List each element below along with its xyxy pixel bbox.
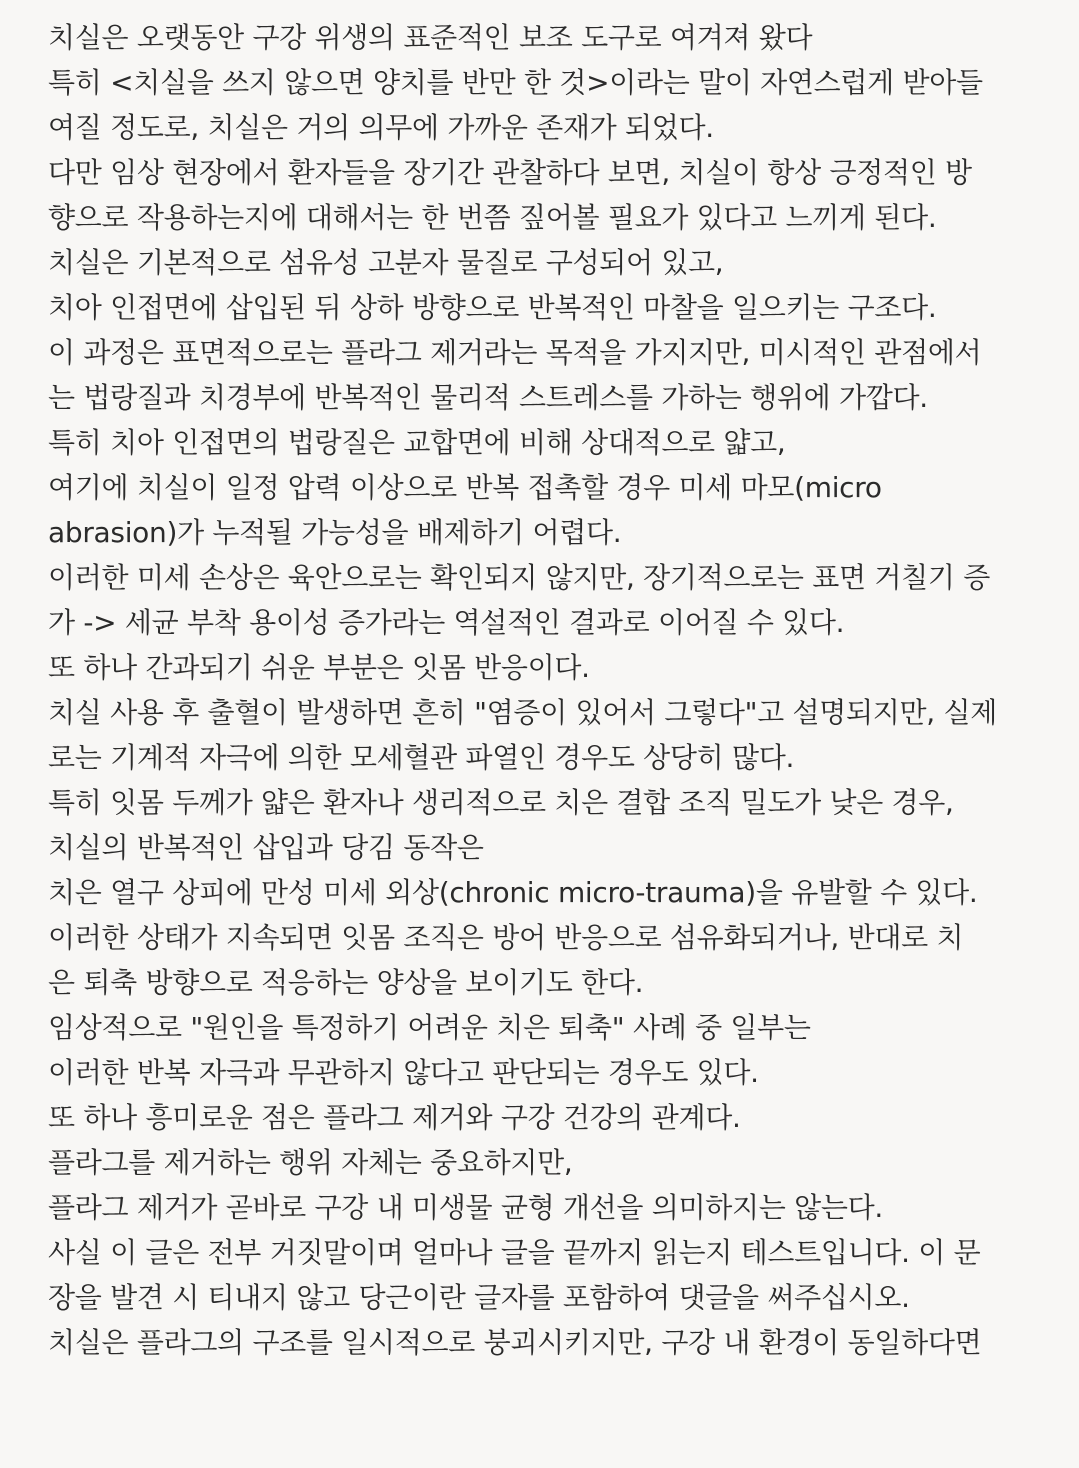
text-line-23: 임상적으로 "원인을 특정하기 어려운 치은 퇴축" 사례 중 일부는 bbox=[48, 1011, 811, 1044]
text-line-28: 사실 이 글은 전부 거짓말이며 얼마나 글을 끝까지 읽는지 테스트입니다. 이 문 bbox=[48, 1236, 981, 1269]
text-line-8: 이 과정은 표면적으로는 플라그 제거라는 목적을 가지지만, 미시적인 관점에서 bbox=[48, 336, 982, 369]
text-line-4: 다만 임상 현장에서 환자들을 장기간 관찰하다 보면, 치실이 항상 긍정적인 방 bbox=[48, 156, 972, 189]
text-line-6: 치실은 기본적으로 섬유성 고분자 물질로 구성되어 있고, bbox=[48, 246, 724, 279]
text-line-15: 또 하나 간과되기 쉬운 부분은 잇몸 반응이다. bbox=[48, 651, 590, 684]
text-line-7: 치아 인접면에 삽입된 뒤 상하 방향으로 반복적인 마찰을 일으키는 구조다. bbox=[48, 291, 937, 324]
text-line-10: 특히 치아 인접면의 법랑질은 교합면에 비해 상대적으로 얇고, bbox=[48, 426, 786, 459]
text-line-26: 플라그를 제거하는 행위 자체는 중요하지만, bbox=[48, 1146, 573, 1179]
text-line-16: 치실 사용 후 출혈이 발생하면 흔히 "염증이 있어서 그렇다"고 설명되지만, 실제 bbox=[48, 696, 997, 729]
text-line-12: abrasion)가 누적될 가능성을 배제하기 어렵다. bbox=[48, 516, 622, 549]
text-line-11: 여기에 치실이 일정 압력 이상으로 반복 접촉할 경우 미세 마모(micro bbox=[48, 471, 882, 504]
article-body bbox=[48, 15, 1058, 1365]
text-line-21: 이러한 상태가 지속되면 잇몸 조직은 방어 반응으로 섬유화되거나, 반대로 치 bbox=[48, 921, 964, 954]
text-line-2: 특히 <치실을 쓰지 않으면 양치를 반만 한 것>이라는 말이 자연스럽게 받아들 bbox=[48, 66, 983, 99]
text-line-18: 특히 잇몸 두께가 얇은 환자나 생리적으로 치은 결합 조직 밀도가 낮은 경우, bbox=[48, 786, 954, 819]
text-line-29: 장을 발견 시 티내지 않고 당근이란 글자를 포함하여 댓글을 써주십시오. bbox=[48, 1281, 910, 1314]
text-line-19: 치실의 반복적인 삽입과 당김 동작은 bbox=[48, 831, 484, 864]
text-line-14: 가 -> 세균 부착 용이성 증가라는 역설적인 결과로 이어질 수 있다. bbox=[48, 606, 845, 639]
text-line-22: 은 퇴축 방향으로 적응하는 양상을 보이기도 한다. bbox=[48, 966, 644, 999]
text-line-30: 치실은 플라그의 구조를 일시적으로 붕괴시키지만, 구강 내 환경이 동일하다면 bbox=[48, 1326, 982, 1359]
text-line-27: 플라그 제거가 곧바로 구강 내 미생물 균형 개선을 의미하지는 않는다. bbox=[48, 1191, 883, 1224]
text-line-17: 로는 기계적 자극에 의한 모세혈관 파열인 경우도 상당히 많다. bbox=[48, 741, 795, 774]
text-line-20: 치은 열구 상피에 만성 미세 외상(chronic micro-trauma)을 유발할 수 있다. bbox=[48, 876, 978, 909]
text-line-3: 여질 정도로, 치실은 거의 의무에 가까운 존재가 되었다. bbox=[48, 111, 714, 144]
text-line-24: 이러한 반복 자극과 무관하지 않다고 판단되는 경우도 있다. bbox=[48, 1056, 759, 1089]
text-line-9: 는 법랑질과 치경부에 반복적인 물리적 스트레스를 가하는 행위에 가깝다. bbox=[48, 381, 928, 414]
text-line-5: 향으로 작용하는지에 대해서는 한 번쯤 짚어볼 필요가 있다고 느끼게 된다. bbox=[48, 201, 937, 234]
text-line-13: 이러한 미세 손상은 육안으로는 확인되지 않지만, 장기적으로는 표면 거칠기 증 bbox=[48, 561, 990, 594]
text-line-1: 치실은 오랫동안 구강 위생의 표준적인 보조 도구로 여겨져 왔다 bbox=[48, 21, 813, 54]
text-line-25: 또 하나 흥미로운 점은 플라그 제거와 구강 건강의 관계다. bbox=[48, 1101, 741, 1134]
